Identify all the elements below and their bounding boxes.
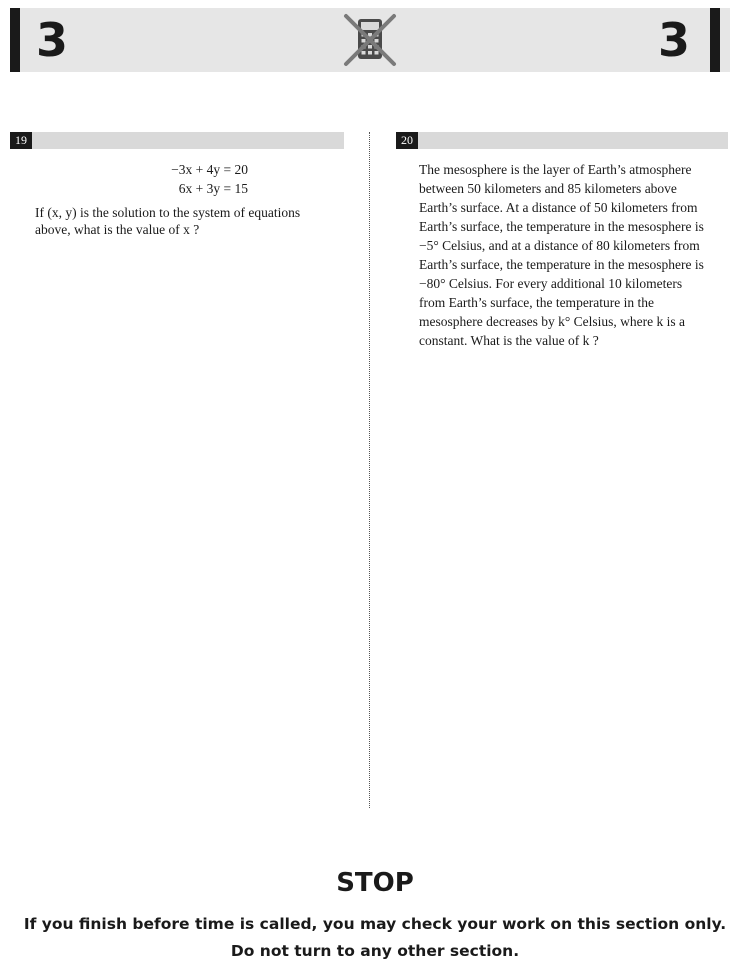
question-20-line-1: The mesosphere is the layer of Earth’s atmosphere [419, 162, 692, 177]
question-20-line-4: Earth’s surface, the temperature in the mesosphere is [419, 219, 704, 234]
question-20-line-7: −80° Celsius. For every additional 10 kilometers [419, 276, 683, 291]
system-of-equations [138, 160, 248, 198]
equation-1: −3x + 4y = 20 [171, 162, 248, 177]
header-left-bar [10, 8, 20, 72]
question-20-line-10: constant. What is the value of k ? [419, 333, 599, 348]
question-20-text [419, 160, 729, 350]
question-20-line-2: between 50 kilometers and 85 kilometers above [419, 181, 677, 196]
question-20-line-9: mesosphere decreases by k° Celsius, where k is a [419, 314, 685, 329]
finish-instruction: If you finish before time is called, you may check your work on this section only. [23, 915, 727, 933]
question-19-line-2: above, what is the value of x ? [35, 222, 200, 237]
question-number: 20 [396, 132, 418, 149]
section-instruction: Do not turn to any other section. [230, 942, 520, 960]
question-20-line-6: Earth’s surface, the temperature in the mesosphere is [419, 257, 704, 272]
question-19-line-1: If (x, y) is the solution to the system of equations [35, 205, 301, 220]
question-20-line-5: −5° Celsius, and at a distance of 80 kilometers from [419, 238, 700, 253]
section-number-right: 3 [658, 13, 691, 67]
question-19-header [10, 132, 344, 149]
section-number-left: 3 [36, 13, 69, 67]
question-19-text [35, 204, 335, 238]
header-right-bar [710, 8, 720, 72]
equation-2: 6x + 3y = 15 [178, 181, 248, 196]
question-20-line-8: from Earth’s surface, the temperature in the [419, 295, 655, 310]
question-number: 19 [10, 132, 32, 149]
question-20-header [396, 132, 728, 149]
question-20-line-3: Earth’s surface. At a distance of 50 kilometers from [419, 200, 698, 215]
column-divider [369, 132, 370, 808]
no-calculator-icon [342, 12, 398, 68]
stop-heading: STOP [336, 868, 414, 898]
